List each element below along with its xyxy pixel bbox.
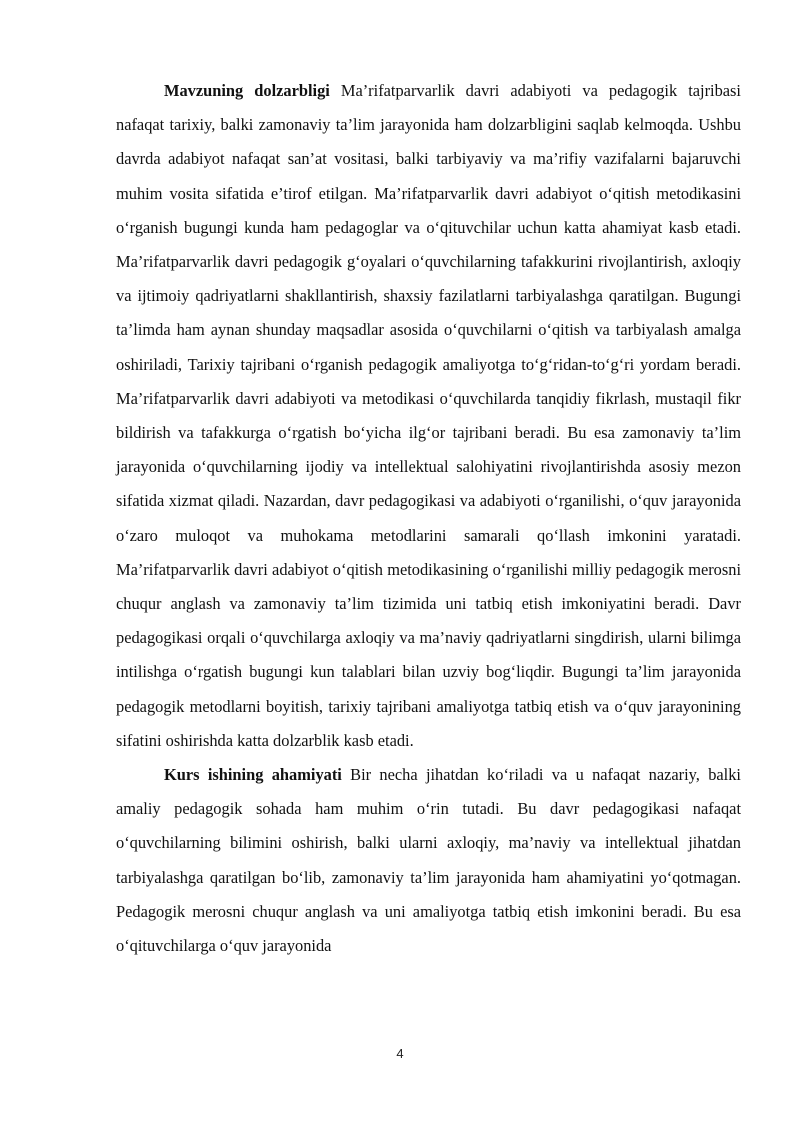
paragraph-text-significance: Bir necha jihatdan ko‘riladi va u nafaqat nazariy, balki amaliy pedagogik sohada ham muhim o‘rin tutadi. Bu davr pedagogikasi nafaqat o‘quvchilarning bilimini oshirish, balki ularni axloqiy, ma’naviy va intellektual jihatdan tarbiyalashga qaratilgan bo‘lib, zamonaviy ta’lim jarayonida ham ahamiyatini yo‘qotmagan. Pedagogik merosni chuqur anglash va uni amaliyotga tatbiq etish imkonini beradi. Bu esa o‘qituvchilarga o‘quv jarayonida [116,765,741,956]
paragraph-lead-significance: Kurs ishining ahamiyati [164,765,342,785]
paragraph-relevance [116,74,741,758]
paragraph-lead-relevance: Mavzuning dolzarbligi [164,81,330,100]
page-number: 4 [396,1046,404,1061]
paragraph-significance [116,758,741,963]
paragraph-text-relevance: Ma’rifatparvarlik davri adabiyoti va pedagogik tajribasi nafaqat tarixiy, balki zamonaviy ta’lim jarayonida ham dolzarbligini saqlab kelmoqda. Ushbu davrda adabiyot nafaqat san’at vositasi, balki tarbiyaviy va ma’rifiy vazifalarni bajaruvchi muhim vosita sifatida e’tirof etilgan. Ma’rifatparvarlik davri adabiyot o‘qitish metodikasini o‘rganish bugungi kunda ham pedagoglar va o‘qituvchilar uchun katta ahamiyat kasb etadi. Ma’rifatparvarlik davri pedagogik g‘oyalari o‘quvchilarning tafakkurini rivojlantirish, axloqiy va ijtimoiy qadriyatlarni shakllantirish, shaxsiy fazilatlarni tarbiyalashga qaratilgan. Bugungi ta’limda ham aynan shunday maqsadlar asosida o‘quvchilarni o‘qitish va tarbiyalash amalga oshiriladi, Tarixiy tajribani o‘rganish pedagogik amaliyotga to‘g‘ridan-to‘g‘ri yordam beradi. Ma’rifatparvarlik davri adabiyoti va metodikasi o‘quvchilarda tanqidiy fikrlash, mustaqil fikr bildirish va tafakkurga o‘rgatish bo‘yicha ilg‘or tajribani beradi. Bu esa zamonaviy ta’lim jarayonida o‘quvchilarning ijodiy va intellektual salohiyatini rivojlantirishda asosiy mezon sifatida xizmat qiladi. Nazardan, davr pedagogikasi va adabiyoti o‘rganilishi, o‘quv jarayonida o‘zaro muloqot va muhokama metodlarini samarali qo‘llash imkonini yaratadi. Ma’rifatparvarlik davri adabiyot o‘qitish metodikasining o‘rganilishi milliy pedagogik merosni chuqur anglash va zamonaviy ta’lim tizimida uni tatbiq etish imkoniyatini beradi. Davr pedagogikasi orqali o‘quvchilarga axloqiy va ma’naviy qadriyatlarni singdirish, ularni bilimga intilishga o‘rgatish bugungi kun talablari bilan uzviy bog‘liqdir. Bugungi ta’lim jarayonida pedagogik metodlarni boyitish, tarixiy tajribani amaliyotga tatbiq etish va o‘quv jarayonining sifatini oshirishda katta dolzarblik kasb etadi. [116,81,741,750]
document-page [116,74,741,963]
